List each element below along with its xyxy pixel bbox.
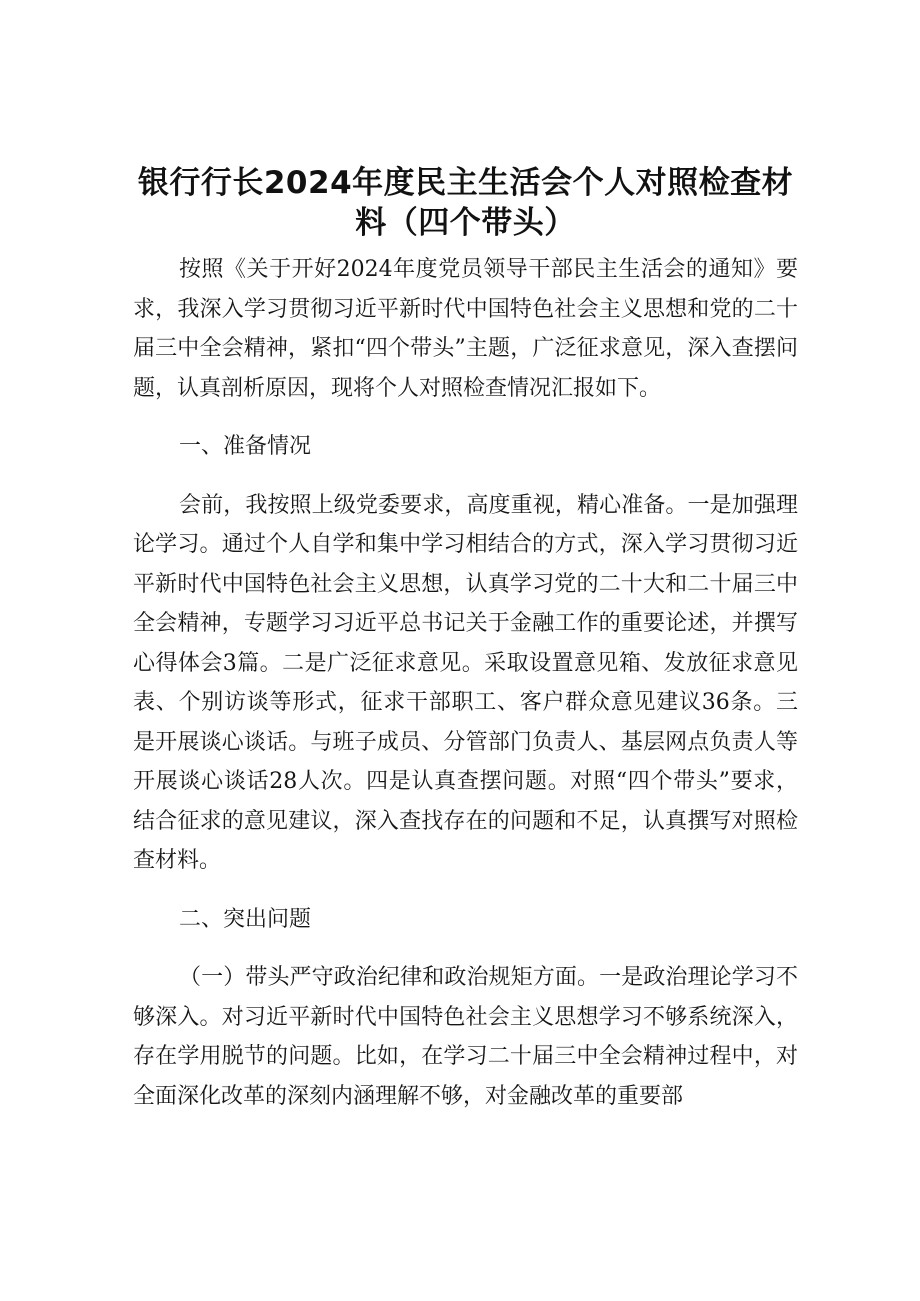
document-title: 银行行长2024年度民主生活会个人对照检查材料（四个带头）: [137, 165, 794, 241]
section-heading-preparation: 一、准备情况: [179, 434, 312, 459]
intro-paragraph: 按照《关于开好2024年度党员领导干部民主生活会的通知》要求，我深入学习贯彻习近平新时代中国特色社会主义思想和党的二十届三中全会精神，紧扣“四个带头”主题，广泛征求意见，深入查摆问题，认真剖析原因，现将个人对照检查情况汇报如下。: [133, 257, 798, 401]
problems-paragraph: （一）带头严守政治纪律和政治规矩方面。一是政治理论学习不够深入。对习近平新时代中国特色社会主义思想学习不够系统深入，存在学用脱节的问题。比如，在学习二十届三中全会精神过程中，对全面深化改革的深刻内涵理解不够，对金融改革的重要部: [133, 965, 798, 1109]
preparation-paragraph: 会前，我按照上级党委要求，高度重视，精心准备。一是加强理论学习。通过个人自学和集中学习相结合的方式，深入学习贯彻习近平新时代中国特色社会主义思想，认真学习党的二十大和二十届三中全会精神，专题学习习近平总书记关于金融工作的重要论述，并撰写心得体会3篇。二是广泛征求意见。采取设置意见箱、发放征求意见表、个别访谈等形式，征求干部职工、客户群众意见建议36条。三是开展谈心谈话。与班子成员、分管部门负责人、基层网点负责人等开展谈心谈话28人次。四是认真查摆问题。对照“四个带头”要求，结合征求的意见建议，深入查找存在的问题和不足，认真撰写对照检查材料。: [133, 492, 798, 873]
document-body: [133, 250, 798, 1116]
section-heading-problems: 二、突出问题: [179, 906, 312, 932]
